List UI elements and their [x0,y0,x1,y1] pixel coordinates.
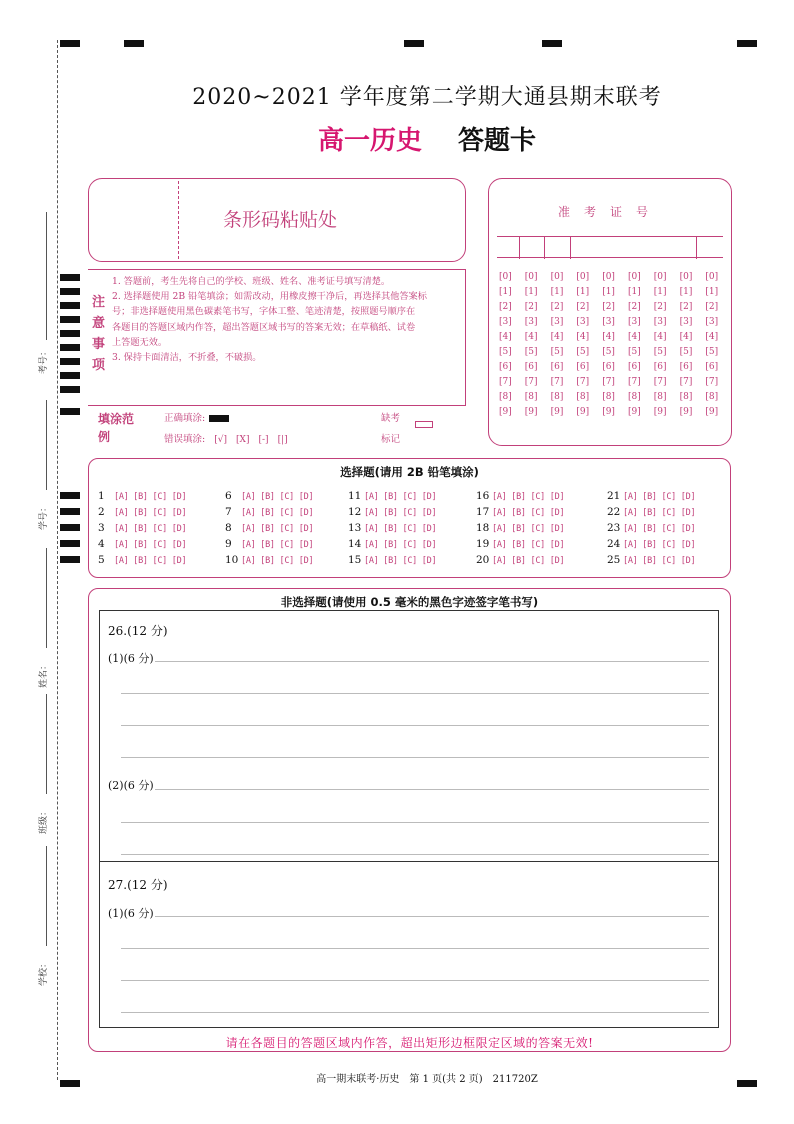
choice-item[interactable] [476,554,564,566]
choice-number: 1 [98,490,105,502]
choice-options[interactable]: [A] [B] [C] [D] [623,508,696,518]
exam-id-bubble[interactable]: [4] [499,332,512,342]
choice-options[interactable]: [A] [B] [C] [D] [364,556,437,566]
answer-line[interactable] [121,948,709,949]
side-label-name: 姓名： [39,660,49,688]
wrong-mark: [X] [236,435,250,445]
exam-id-bubble[interactable]: [6] [576,362,590,372]
choice-item[interactable] [225,522,313,534]
exam-id-bubble[interactable]: [7] [602,377,615,387]
fill-example [88,406,466,451]
timing-mark [60,358,80,365]
answer-line[interactable] [155,916,709,917]
choice-item[interactable] [225,490,313,502]
exam-id-bubble[interactable]: [2] [602,302,615,312]
exam-id-bubble[interactable]: [0] [679,272,693,282]
exam-id-bubble[interactable]: [9] [576,407,590,417]
exam-id-bubble[interactable]: [2] [679,302,693,312]
timing-mark [60,540,80,547]
registration-mark [60,40,80,47]
choice-number: 25 [607,554,621,566]
name-line [46,548,47,648]
choice-number: 16 [476,490,490,502]
exam-id-bubble[interactable]: [1] [653,287,667,297]
wrong-mark: [-] [258,435,269,445]
answer-line[interactable] [121,1012,709,1013]
timing-mark [60,274,80,281]
choice-number: 7 [225,506,232,518]
choice-options[interactable]: [A] [B] [C] [D] [364,540,437,550]
exam-id-bubble[interactable]: [6] [628,362,641,372]
exam-id-bubble[interactable]: [3] [499,317,512,327]
registration-mark [404,40,424,47]
registration-mark [542,40,562,47]
choice-title: 选择题(请用 2B 铅笔填涂) [340,465,479,479]
choice-options[interactable]: [A] [B] [C] [D] [492,540,565,550]
exam-id-bubble[interactable]: [2] [705,302,719,312]
exam-id-cells[interactable] [497,236,723,258]
registration-mark [737,40,757,47]
exam-id-bubble[interactable]: [0] [602,272,615,282]
choice-number: 2 [98,506,105,518]
wrong-mark: [√] [214,435,227,445]
timing-mark [60,408,80,415]
choice-options[interactable]: [A] [B] [C] [D] [114,524,187,534]
choice-item[interactable] [98,522,186,534]
exam-id-bubble[interactable]: [8] [602,392,615,402]
timing-mark [60,508,80,515]
fill-wrong-row [164,431,288,445]
answer-line[interactable] [121,822,709,823]
exam-id-bubble[interactable]: [4] [679,332,693,342]
choice-number: 20 [476,554,490,566]
choice-number: 3 [98,522,105,534]
exam-id-bubble[interactable]: [4] [602,332,615,342]
choice-options[interactable]: [A] [B] [C] [D] [623,492,696,502]
exam-id-bubble[interactable]: [1] [628,287,641,297]
choice-options[interactable]: [A] [B] [C] [D] [241,540,314,550]
card-label: 答题卡 [458,126,537,156]
exam-id-bubble[interactable]: [7] [499,377,512,387]
question-27-1-label: (1)(6 分) [108,907,154,920]
exam-id-bubble[interactable]: [7] [628,377,641,387]
student-no-line [46,400,47,490]
exam-id-bubble[interactable]: [1] [679,287,693,297]
exam-id-bubble[interactable]: [2] [550,302,564,312]
choice-number: 23 [607,522,621,534]
fill-solid-mark [209,415,229,422]
exam-id-bubble[interactable]: [4] [524,332,538,342]
notice-line: 2. 选择题使用 2B 铅笔填涂；如需改动，用橡皮擦干净后，再选择其他答案标 [112,291,427,303]
exam-id-bubble[interactable]: [0] [550,272,564,282]
timing-mark [60,386,80,393]
choice-item[interactable] [225,506,313,518]
exam-cell-divider [696,237,697,259]
exam-id-bubble[interactable]: [1] [499,287,512,297]
choice-item[interactable] [348,506,436,518]
fill-correct-row [164,410,229,424]
choice-options[interactable]: [A] [B] [C] [D] [114,508,187,518]
choice-options[interactable]: [A] [B] [C] [D] [364,524,437,534]
exam-id-bubble[interactable]: [6] [679,362,693,372]
choice-number: 6 [225,490,232,502]
absent-mark-label: 标记 [381,434,401,445]
exam-id-bubble[interactable]: [4] [705,332,719,342]
notice-line: 3. 保持卡面清洁，不折叠，不破损。 [112,352,262,364]
question-26-1-label: (1)(6 分) [108,652,154,665]
choice-number: 10 [225,554,239,566]
choice-item[interactable] [225,554,313,566]
absent-checkbox[interactable] [415,421,433,428]
choice-item[interactable] [98,506,186,518]
choice-options[interactable]: [A] [B] [C] [D] [241,508,314,518]
exam-id-bubble[interactable]: [1] [705,287,719,297]
barcode-label: 条形码粘贴处 [222,209,337,231]
choice-item[interactable] [348,490,436,502]
choice-number: 22 [607,506,621,518]
timing-mark [60,524,80,531]
choice-number: 17 [476,506,490,518]
notice-line: 号；非选择题使用黑色碳素笔书写，字体工整、笔迹清楚，按照题号顺序在 [112,306,416,318]
choice-number: 21 [607,490,621,502]
choice-item[interactable] [607,490,695,502]
subject-label: 高一历史 [317,126,422,156]
exam-id-bubble[interactable]: [8] [628,392,641,402]
exam-cell-divider [570,237,571,259]
fill-correct-label: 正确填涂: [164,413,206,424]
exam-id-bubble[interactable]: [1] [576,287,590,297]
timing-mark [60,302,80,309]
exam-id-bubble[interactable]: [3] [550,317,564,327]
choice-number: 9 [225,538,232,550]
choice-item[interactable] [607,538,695,550]
exam-id-bubble[interactable]: [5] [653,347,667,357]
school-line [46,846,47,946]
choice-number: 11 [348,490,362,502]
choice-number: 4 [98,538,105,550]
timing-mark [60,288,80,295]
choice-item[interactable] [98,554,186,566]
exam-id-bubble[interactable]: [5] [576,347,590,357]
exam-id-bubble[interactable]: [7] [550,377,564,387]
registration-mark [124,40,144,47]
exam-id-bubble[interactable]: [5] [524,347,538,357]
exam-id-bubble[interactable]: [6] [524,362,538,372]
non-choice-title: 非选择题(请使用 0.5 毫米的黑色字迹签字笔书写) [280,595,539,609]
wrong-mark: [|] [277,435,288,445]
binding-line [57,40,58,1080]
exam-id-bubble[interactable]: [4] [628,332,641,342]
exam-id-bubble[interactable]: [5] [550,347,564,357]
exam-cell-divider [519,237,520,259]
choice-item[interactable] [607,554,695,566]
exam-id-bubble[interactable]: [1] [550,287,564,297]
choice-item[interactable] [476,506,564,518]
exam-id-bubble[interactable]: [0] [576,272,590,282]
choice-options[interactable]: [A] [B] [C] [D] [492,556,565,566]
exam-id-bubble[interactable]: [8] [653,392,667,402]
choice-number: 15 [348,554,362,566]
bottom-warning: 请在各题目的答题区域内作答，超出矩形边框限定区域的答案无效! [225,1036,594,1050]
absent-label: 缺考 [381,413,401,424]
exam-id-bubble[interactable]: [1] [602,287,615,297]
choice-number: 13 [348,522,362,534]
choice-item[interactable] [98,490,186,502]
question-27-label: 27.(12 分) [108,878,168,892]
timing-mark [60,344,80,351]
exam-id-bubble[interactable]: [9] [524,407,538,417]
exam-id-bubble[interactable]: [9] [628,407,641,417]
exam-id-bubble[interactable]: [9] [653,407,667,417]
notice-text [112,274,462,365]
side-label-student-no: 学号： [39,502,49,530]
timing-mark [60,556,80,563]
choice-number: 19 [476,538,490,550]
exam-id-bubble[interactable]: [9] [679,407,693,417]
answer-line[interactable] [155,789,709,790]
notice-line: 1. 答题前，考生先将自己的学校、班级、姓名、准考证号填写清楚。 [112,276,391,287]
choice-options[interactable]: [A] [B] [C] [D] [114,492,187,502]
exam-id-bubble[interactable]: [0] [705,272,719,282]
exam-id-bubble[interactable]: [8] [576,392,590,402]
choice-item[interactable] [607,506,695,518]
exam-id-bubble[interactable]: [0] [628,272,641,282]
exam-id-bubble[interactable]: [7] [705,377,719,387]
page-footer: 高一期末联考·历史 第 1 页(共 2 页) 211720Z [316,1074,538,1085]
choice-options[interactable]: [A] [B] [C] [D] [623,524,696,534]
answer-line[interactable] [155,661,709,662]
exam-id-bubble[interactable]: [4] [576,332,590,342]
exam-id-bubble[interactable]: [3] [679,317,693,327]
exam-id-bubble[interactable]: [8] [499,392,512,402]
exam-id-bubble[interactable]: [6] [550,362,564,372]
answer-divider [99,861,719,862]
notice-line: 各题目的答题区域内作答，超出答题区域书写的答案无效；在草稿纸、试卷 [112,321,416,333]
choice-options[interactable]: [A] [B] [C] [D] [114,556,187,566]
exam-id-bubble[interactable]: [8] [524,392,538,402]
timing-mark [60,330,80,337]
timing-mark [60,492,80,499]
notice-box [88,269,466,406]
exam-id-bubble[interactable]: [8] [550,392,564,402]
side-label-school: 学校： [39,958,49,986]
choice-number: 12 [348,506,362,518]
exam-id-label: 准考证号 [557,205,662,219]
exam-id-bubble[interactable]: [2] [653,302,667,312]
choice-number: 8 [225,522,232,534]
exam-id-bubble[interactable]: [5] [628,347,641,357]
choice-options[interactable]: [A] [B] [C] [D] [492,508,565,518]
choice-options[interactable]: [A] [B] [C] [D] [114,540,187,550]
choice-item[interactable] [225,538,313,550]
exam-id-bubble[interactable]: [6] [499,362,512,372]
timing-mark [60,316,80,323]
choice-options[interactable]: [A] [B] [C] [D] [241,556,314,566]
choice-options[interactable]: [A] [B] [C] [D] [492,492,565,502]
exam-id-bubble[interactable]: [1] [524,287,538,297]
exam-id-bubble[interactable]: [7] [524,377,538,387]
side-label-exam-no: 考号： [39,346,49,374]
exam-id-bubble[interactable]: [5] [705,347,719,357]
choice-number: 18 [476,522,490,534]
exam-cell-divider [544,237,545,259]
exam-id-bubble[interactable]: [7] [679,377,693,387]
exam-id-bubble[interactable]: [3] [705,317,719,327]
exam-id-bubble[interactable]: [2] [628,302,641,312]
answer-frame [99,610,719,1028]
exam-id-bubble[interactable]: [0] [524,272,538,282]
exam-id-bubble[interactable]: [0] [653,272,667,282]
choice-number: 24 [607,538,621,550]
exam-id-bubble[interactable]: [9] [602,407,615,417]
question-26-2-label: (2)(6 分) [108,779,154,792]
choice-number: 5 [98,554,105,566]
question-26-label: 26.(12 分) [108,624,168,638]
exam-id-bubble[interactable]: [5] [602,347,615,357]
exam-id-bubble[interactable]: [7] [576,377,590,387]
exam-no-line [46,212,47,340]
exam-id-bubble[interactable]: [4] [550,332,564,342]
exam-id-bubble[interactable]: [6] [705,362,719,372]
timing-mark [60,372,80,379]
answer-line[interactable] [121,854,709,855]
exam-id-bubble[interactable]: [4] [653,332,667,342]
exam-id-bubble[interactable]: [5] [679,347,693,357]
choice-options[interactable]: [A] [B] [C] [D] [241,492,314,502]
choice-options[interactable]: [A] [B] [C] [D] [492,524,565,534]
fill-wrong-label: 错误填涂: [164,434,206,445]
barcode-divider [178,181,179,259]
exam-id-bubble[interactable]: [9] [550,407,564,417]
exam-id-bubble[interactable]: [8] [679,392,693,402]
exam-id-bubble[interactable]: [3] [524,317,538,327]
exam-id-bubble[interactable]: [3] [653,317,667,327]
choice-item[interactable] [476,522,564,534]
choice-item[interactable] [476,538,564,550]
exam-id-bubble[interactable]: [5] [499,347,512,357]
choice-options[interactable]: [A] [B] [C] [D] [623,540,696,550]
class-line [46,694,47,794]
exam-id-bubble[interactable]: [8] [705,392,719,402]
choice-options[interactable]: [A] [B] [C] [D] [364,492,437,502]
answer-line[interactable] [121,980,709,981]
notice-line: 上答题无效。 [112,336,168,348]
exam-id-bubble[interactable]: [2] [576,302,590,312]
page-subtitle [60,120,794,157]
answer-line[interactable] [121,693,709,694]
exam-id-bubble[interactable]: [7] [653,377,667,387]
choice-item[interactable] [348,522,436,534]
exam-id-bubble[interactable]: [0] [499,272,512,282]
choice-item[interactable] [476,490,564,502]
exam-id-bubble[interactable]: [2] [499,302,512,312]
exam-id-bubble[interactable]: [3] [602,317,615,327]
exam-id-bubble[interactable]: [6] [602,362,615,372]
choice-options[interactable]: [A] [B] [C] [D] [623,556,696,566]
choice-item[interactable] [348,554,436,566]
choice-item[interactable] [98,538,186,550]
side-label-class: 班级： [39,806,49,834]
answer-line[interactable] [121,757,709,758]
answer-line[interactable] [121,725,709,726]
exam-id-bubble[interactable]: [9] [705,407,719,417]
choice-item[interactable] [607,522,695,534]
choice-options[interactable]: [A] [B] [C] [D] [364,508,437,518]
choice-number: 14 [348,538,362,550]
choice-item[interactable] [348,538,436,550]
exam-id-bubble[interactable]: [3] [628,317,641,327]
choice-options[interactable]: [A] [B] [C] [D] [241,524,314,534]
notice-title: 注意事项 [92,295,106,373]
page-title: 2020~2021 学年度第二学期大通县期末联考 [192,85,662,110]
exam-id-bubble[interactable]: [6] [653,362,667,372]
exam-id-bubble[interactable]: [2] [524,302,538,312]
exam-id-bubble[interactable]: [3] [576,317,590,327]
exam-id-bubble[interactable]: [9] [499,407,512,417]
fill-example-title: 填涂范例 [98,412,135,444]
